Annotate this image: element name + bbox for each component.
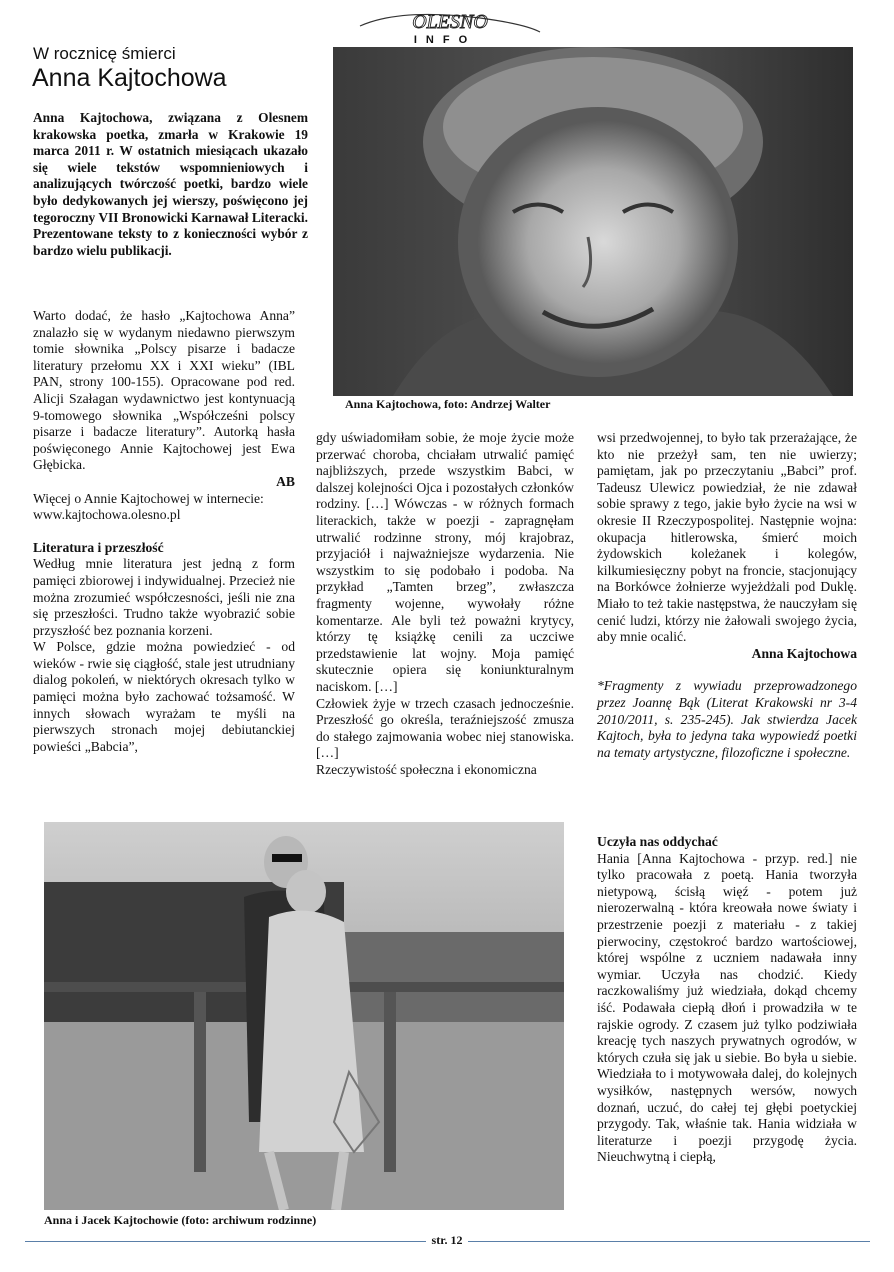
section1-paragraph-2-part1: W Polsce, gdzie można powiedzieć - od wieków - rwie się ciągłość, stale jest utrudniany dialog pokoleń, w niektórych okresach tylko w pamięci można było zachować tożsamość. W innych słowach wyrażam te myśli na pierwszych stronach mojej debiutanckiej powieści „Babcia”, [33,639,295,754]
intro-signature: AB [276,473,295,489]
portrait-photo [333,47,853,396]
masthead-logo [350,6,550,46]
section1-paragraph-4-part2: wsi przedwojennej, to było tak przerażające, że kto nie przeżył sam, ten nie uwierzy; pamiętam, jak po przeczytaniu „Babci” prof. Tadeusz Ulewicz powiedział, że nie zdawał sobie sprawy z tego, jakie było życie na wsi w okresie II Rzeczypospolitej. Następnie wojna: okupacja hitlerowska, śmierć moich żydowskich koleżanek i kolegów, kilkumiesięczny pobyt na froncie, stacjonujący na Borkówce żołnierze wyjeżdżali pod Duklę. Miało to też takie następstwa, że nauczyłam się cenić ludzi, którzy nie żałowali swojego życia, aby mnie ocalić. [597,430,857,645]
section1-paragraph-1: Według mnie literatura jest jedną z form pamięci zbiorowej i indywidualnej. Przecież nie można zrozumieć współczesności, jeśli nie zna się przeszłości. Trudno także wyobrazić sobie przyszłość bez poznania korzeni. [33,556,295,638]
portrait-caption: Anna Kajtochowa, foto: Andrzej Walter [345,397,551,411]
column-3 [597,430,857,761]
intro-paragraph: Warto dodać, że hasło „Kajtochowa Anna” znalazło się w wydanym niedawno pierwszym tomie słownika „Polscy pisarze i badacze literatury przełomu XX i XXI wieku” (IBL PAN, strony 100-155). Opracowane pod red. Alicji Szałagan wydawnictwo jest kontynuacją 9-tomowego słownika „Współcześni polscy pisarze i badacze literatury”. Autorką hasła poświęconego Annie Kajtochowej jest Ewa Głębicka. [33,308,295,473]
couple-caption: Anna i Jacek Kajtochowie (foto: archiwum rodzinne) [44,1213,317,1227]
masthead-bottom: INFO [413,34,477,46]
interview-note: *Fragmenty z wywiadu przeprowadzonego przez Joannę Bąk (Literat Krakowski nr 3-4 2010/2011, s. 235-245). Jak stwierdza Jacek Kajtoch, była to jedyna taka wypowiedź poetki na tematy artystyczne, filozoficzne i społeczne. [597,678,857,760]
column-2 [316,430,574,778]
section1-paragraph-2-part2: gdy uświadomiłam sobie, że moje życie może przerwać choroba, chciałam utrwalić pamięć najbliższych, przede wszystkim Babci, w dalszej kolejności Ojca i pozostałych członków rodziny. […] Wówczas - w różnych formach literackich, także w poezji - zapragnęłam utrwalić rodzinne strony, mój krajobraz, przyjaciół i najważniejsze wydarzenia. Nie wszystkim to się podobało i podoba. Na przykład „Tamten brzeg”, zwłaszcza fragmenty wojenne, wywołały różne komentarze. Ale byli też poważni krytycy, którzy tę książkę cenili za uczciwe przedstawienie lat wojny. Moja pamięć skutecznie opiera się koniunkturalnym naciskom. […] [316,430,574,694]
masthead-top: OLESNO [412,11,488,33]
section1-paragraph-3: Człowiek żyje w trzech czasach jednocześnie. Przeszłość go określa, teraźniejszość zmusza do stałego zajmowania wobec niej stanowiska. […] [316,695,574,761]
couple-photo [44,822,564,1210]
section-heading-literatura: Literatura i przeszłość [33,539,164,555]
article-lead: Anna Kajtochowa, związana z Olesnem krakowska poetka, zmarła w Krakowie 19 marca 2011 r. W ostatnich miesiącach ukazało się wiele tekstów wspomnieniowych i analizujących twórczość poetki, bardzo wiele było dedykowanych jej wierszy, poświęcono jej tegoroczny VII Bronowicki Karnawał Literacki. Prezentowane teksty to z konieczności wybór z bardzo wielu publikacji. [33,110,308,258]
section2-paragraph: Hania [Anna Kajtochowa - przyp. red.] nie tylko pracowała z poetą. Hania tworzyła nietypową, ścisłą więź - potem już nierozerwalną - która kreowała nowe światy i przestrzenie poezji z materiału - z takiej pierwociny, częstokroć bardzo wartościowej, której wspólne z uczniem nadawała inny wymiar. Uczyła nas chodzić. Kiedy raczkowaliśmy już wiedziała, dokąd chcemy iść. Podawała ciepłą dłoń i prowadziła w te rajskie ogrody. Z czasem już tylko podziwiała kreację tych naszych prywatnych ogrodów, w których czuła się jak u siebie. Bo była u siebie. Wiedziała to i motywowała dalej, do kolejnych wysiłków, następnych wersów, nowych doznań, uczuć, do całej tej głębi poetyckiej przygody. Tak, właśnie tak. Hania widziała w literaturze i poezji przygodę życia. Nieuchwytną i ciepłą, [597,850,857,1165]
column-3-lower [597,834,857,1166]
more-info-link[interactable]: Więcej o Annie Kajtochowej w internecie: www.kajtochowa.olesno.pl [33,490,264,523]
article-title: Anna Kajtochowa [32,64,227,92]
section-heading-uczyla: Uczyła nas oddychać [597,834,718,849]
section1-signature: Anna Kajtochowa [751,645,857,661]
page-number [0,1233,894,1248]
column-1 [33,308,295,755]
page-number-text: str. 12 [426,1233,469,1247]
article-supertitle: W rocznicę śmierci [33,44,176,63]
section1-paragraph-4-part1: Rzeczywistość społeczna i ekonomiczna [316,761,537,777]
